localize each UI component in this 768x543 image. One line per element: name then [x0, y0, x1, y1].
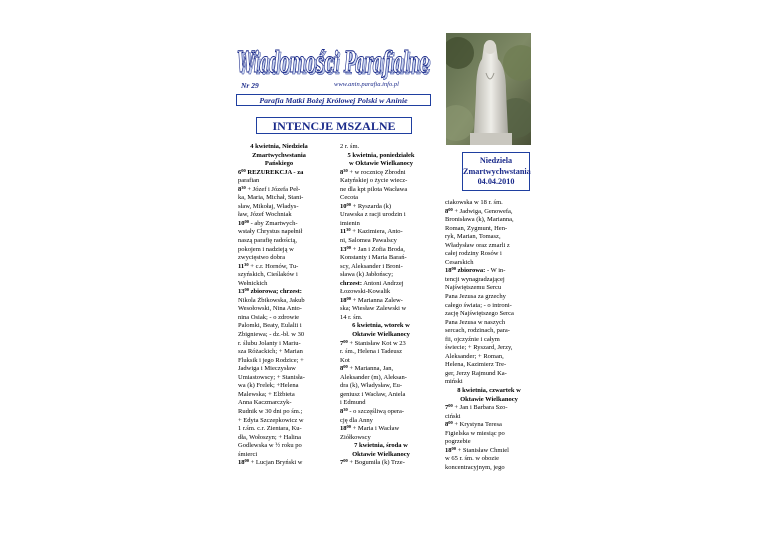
- intention-text: ryk, Marian, Tomasz,: [445, 233, 501, 241]
- intention-line: [445, 225, 533, 234]
- intention-text: + Lucjan Bryński w: [249, 459, 303, 467]
- issue-number: Nr 29: [241, 81, 259, 90]
- intentions-column-3: [445, 199, 533, 473]
- intention-line: [340, 340, 422, 349]
- day-heading: [340, 322, 422, 331]
- intention-text: Cecota: [340, 194, 359, 202]
- mass-time-minutes: 00: [451, 445, 456, 451]
- intention-text: 2 r. śm.: [340, 143, 360, 150]
- intention-text: ska; Wiesław Zalewski w: [340, 305, 407, 313]
- day-heading: [340, 451, 422, 460]
- intention-text: Malewska; + Elżbieta: [238, 390, 295, 398]
- mass-time: $7^{00}$: [445, 403, 453, 412]
- intention-line: [445, 302, 533, 311]
- masthead-shadow: Wiadomości Parafialne: [239, 47, 431, 81]
- day-heading: [238, 152, 320, 161]
- intention-text: ni, Salomea Pawalscy: [340, 237, 397, 245]
- mass-time-minutes: 00: [448, 403, 453, 409]
- intention-line: [340, 194, 422, 203]
- mass-time: $13^{00}$: [340, 244, 351, 253]
- intention-text: 1 r.śm. c.r. Zientara, Ku-: [238, 425, 302, 433]
- intention-line: [340, 348, 422, 357]
- day-heading: [445, 387, 533, 396]
- mass-time: $11^{30}$: [238, 261, 249, 270]
- intention-line: [445, 276, 533, 285]
- intention-text: + Kazimiera, Anto-: [350, 228, 403, 236]
- intention-text: chrzest:: [340, 279, 363, 287]
- intention-line: [340, 186, 422, 195]
- intention-text: geniusz i Wacław, Aniela: [340, 390, 406, 398]
- intention-line: [340, 374, 422, 383]
- day-heading: [340, 152, 422, 161]
- intention-line: [445, 267, 533, 276]
- intention-line: [445, 353, 533, 362]
- intention-text: Zbigniewa; - dz.-bł. w 30: [238, 331, 305, 339]
- intention-text: Nikola Żbikowska, Jakub: [238, 296, 305, 304]
- intention-text: Oktawie Wielkanocy: [460, 395, 518, 403]
- intention-line: [340, 169, 422, 178]
- intention-text: 5 kwietnia, poniedziałek: [347, 151, 415, 159]
- intention-text: Aleksander; + Roman,: [445, 352, 504, 360]
- intention-text: miński: [445, 378, 463, 386]
- intention-text: + Bogumiła (k) Trze-: [347, 459, 405, 467]
- intention-text: Roman, Zygmunt, Hen-: [445, 224, 508, 232]
- intention-text: Godlewska w ½ roku po: [238, 442, 302, 450]
- intention-text: Wełnickich: [238, 279, 268, 287]
- intention-line: [340, 434, 422, 443]
- intention-text: + Krystyna Teresa: [452, 421, 502, 429]
- intention-line: [340, 459, 422, 468]
- intention-line: [445, 413, 533, 422]
- intention-line: [340, 211, 422, 220]
- intention-line: [340, 365, 422, 374]
- intention-text: Figielska w miesiąc po: [445, 429, 505, 437]
- intention-line: [445, 199, 533, 208]
- intention-text: pogrzebie: [445, 438, 471, 446]
- intention-text: 6 kwietnia, wtorek w: [352, 322, 410, 330]
- intention-text: 4 kwietnia, Niedziela: [250, 143, 308, 150]
- intention-text: fii, ojczyźnie i całym: [445, 335, 500, 343]
- mass-time-minutes: 00: [244, 458, 249, 464]
- intention-line: [238, 382, 320, 391]
- mass-time-minutes: 00: [343, 458, 348, 464]
- intention-line: [445, 233, 533, 242]
- masthead-text: Wiadomości Parafialne: [237, 45, 429, 79]
- intention-line: [445, 421, 533, 430]
- mass-time-minutes: 30: [343, 167, 348, 173]
- intention-text: + Stanisław Kot w 23: [347, 339, 406, 347]
- intention-text: ka, Maria, Michał, Stani-: [238, 194, 304, 202]
- intention-text: śmierci: [238, 450, 258, 458]
- intention-line: [238, 340, 320, 349]
- intention-line: [445, 430, 533, 439]
- intention-text: Rudnik w 30 dni po śm.;: [238, 407, 303, 415]
- intention-text: świecie; + Ryszard, Jerzy,: [445, 344, 513, 352]
- intention-line: [238, 271, 320, 280]
- intention-text: + Stanisław Chmiel: [456, 446, 509, 454]
- intention-line: [445, 250, 533, 259]
- intention-text: dra (k), Władysław, Eu-: [340, 382, 403, 390]
- mass-time: $8^{00}$: [445, 420, 453, 429]
- intention-line: [340, 425, 422, 434]
- intention-line: [238, 254, 320, 263]
- intention-text: Pana Jezusa za grzechy: [445, 293, 506, 301]
- intention-line: [238, 297, 320, 306]
- intention-text: całego świata; - o introni-: [445, 301, 512, 309]
- intention-text: + Ryszarda (k): [351, 202, 392, 210]
- intention-text: Palomki, Beaty, Eulalii i: [238, 322, 302, 330]
- day-heading: [340, 160, 422, 169]
- intention-line: [445, 336, 533, 345]
- intention-line: [340, 246, 422, 255]
- mass-time: $18^{00}$: [340, 424, 351, 433]
- intention-line: [445, 216, 533, 225]
- intentions-column-1: [238, 143, 320, 468]
- intention-text: Zmartwychwstania: [252, 151, 306, 159]
- intention-text: Wesołowski, Nina Anto-: [238, 305, 302, 313]
- intention-text: zwycięstwo dobra: [238, 254, 286, 262]
- intention-line: [340, 143, 422, 152]
- mass-time: $10^{00}$: [238, 218, 249, 227]
- intention-text: parafian: [238, 177, 260, 185]
- intention-text: Fluksik i jego Rodzice; +: [238, 356, 304, 364]
- intention-text: koncentracyjnym, jego: [445, 463, 505, 471]
- mass-time-minutes: 30: [244, 261, 249, 267]
- mass-time: $13^{00}$: [238, 287, 249, 296]
- mass-time: $8^{00}$: [445, 206, 453, 215]
- intention-text: nina Osiak; - o zdrowie: [238, 313, 300, 321]
- mass-time: $18^{00}$: [238, 458, 249, 467]
- intention-text: - o szczęśliwą opera-: [347, 407, 405, 415]
- day-heading: [238, 160, 320, 169]
- mass-time-minutes: 00: [241, 167, 246, 173]
- intention-line: [445, 310, 533, 319]
- intention-line: [238, 425, 320, 434]
- intention-text: Pańskiego: [264, 160, 294, 168]
- mass-time: $18^{00}$: [340, 295, 351, 304]
- intention-line: [340, 237, 422, 246]
- intention-text: + Jan i Zofia Broda,: [351, 245, 405, 253]
- intention-line: [340, 417, 422, 426]
- day-heading: [445, 396, 533, 405]
- intention-text: cję dla Anny: [340, 416, 373, 424]
- intention-line: [238, 314, 320, 323]
- intention-line: [445, 447, 533, 456]
- intention-line: [445, 370, 533, 379]
- mass-time-minutes: 00: [244, 287, 249, 293]
- intention-text: scy, Aleksander i Broni-: [340, 262, 403, 270]
- intention-text: i Edmund: [340, 399, 366, 407]
- intention-text: - aby Zmartwych-: [249, 219, 298, 227]
- mass-time: $8^{30}$: [238, 184, 246, 193]
- intention-line: [340, 399, 422, 408]
- intention-text: sław, Mikołaj, Władys-: [238, 202, 299, 210]
- intention-line: [445, 464, 533, 473]
- sunday-name: Zmartwychwstania: [463, 166, 531, 176]
- sunday-date: 04.04.2010: [477, 177, 515, 186]
- intention-line: [238, 408, 320, 417]
- intention-line: [238, 305, 320, 314]
- intention-text: ne dla kpt pilota Wacława: [340, 185, 408, 193]
- intention-text: Helena, Kazimierz Tre-: [445, 361, 507, 369]
- intention-line: [238, 169, 320, 178]
- mass-time-minutes: 00: [451, 266, 456, 272]
- intention-line: [238, 186, 320, 195]
- parish-name-banner: Parafia Matki Bożej Królowej Polski w Aninie: [236, 94, 431, 106]
- intention-line: [238, 365, 320, 374]
- intention-line: [445, 284, 533, 293]
- mass-time-minutes: 00: [448, 206, 453, 212]
- mass-time-minutes: 00: [346, 424, 351, 430]
- intention-line: [238, 263, 320, 272]
- intention-line: [340, 408, 422, 417]
- intention-text: zbiorowa; chrzest:: [249, 288, 302, 296]
- intention-line: [445, 455, 533, 464]
- mass-time: $10^{00}$: [340, 201, 351, 210]
- section-title: INTENCJE MSZALNE: [256, 117, 412, 134]
- intention-text-rest: - W in-: [485, 267, 506, 275]
- intention-line: [445, 208, 533, 217]
- intention-text: 8 kwietnia, czwartek w: [457, 387, 521, 395]
- intention-line: [238, 331, 320, 340]
- mass-time: $8^{30}$: [340, 406, 348, 415]
- intention-line: [238, 288, 320, 297]
- intention-line: [238, 459, 320, 468]
- mass-time-minutes: 00: [448, 420, 453, 426]
- mass-time: $18^{00}$: [445, 445, 456, 454]
- intention-text: Bronisława (k), Marianna,: [445, 216, 514, 224]
- day-heading: [238, 143, 320, 152]
- intention-line: [238, 211, 320, 220]
- intention-line: [340, 263, 422, 272]
- intention-text: ger, Jerzy Rajmund Ka-: [445, 369, 507, 377]
- intention-line: [238, 203, 320, 212]
- mass-time-minutes: 00: [346, 201, 351, 207]
- intention-line: [340, 177, 422, 186]
- intention-line: [445, 344, 533, 353]
- intention-line: [445, 438, 533, 447]
- intention-line: [238, 434, 320, 443]
- intention-line: [445, 293, 533, 302]
- intention-text: r. ślubu Jolanty i Mariu-: [238, 339, 301, 347]
- intention-text: + Jadwiga, Genowefa,: [452, 207, 513, 215]
- mass-time-minutes: 00: [346, 244, 351, 250]
- intention-text: sza Różackich; + Marian: [238, 348, 303, 356]
- intention-line: [238, 348, 320, 357]
- intention-line: [238, 391, 320, 400]
- intention-line: [340, 203, 422, 212]
- intention-line: [238, 228, 320, 237]
- masthead-title: [237, 41, 434, 83]
- intention-text: sława (k) Jabłońscy;: [340, 271, 394, 279]
- intention-text: Ziółkowscy: [340, 433, 371, 441]
- intention-text: ciakowska w 18 r. śm.: [445, 199, 503, 206]
- intention-text: sercach, rodzinach, para-: [445, 327, 510, 335]
- intention-line: [238, 177, 320, 186]
- intention-line: [238, 237, 320, 246]
- sunday-date-box: [462, 152, 530, 191]
- intention-text: + c.r. Hornów, Tu-: [248, 262, 299, 270]
- intention-text: Jadwiga i Mieczysław: [238, 365, 296, 373]
- intention-line: [238, 194, 320, 203]
- intention-line: [340, 357, 422, 366]
- intention-text: 7 kwietnia, środa w: [354, 442, 408, 450]
- intention-text: Najświętszemu Sercu: [445, 284, 502, 292]
- mass-time: $18^{00}$: [445, 266, 456, 275]
- intention-line: [340, 288, 422, 297]
- intention-text: szyńskich, Cieślaków i: [238, 271, 298, 279]
- intention-line: [238, 442, 320, 451]
- intention-line: [238, 246, 320, 255]
- mass-time: $6^{00}$: [238, 167, 246, 176]
- intention-text: + Marianna Zalew-: [351, 296, 403, 304]
- intention-line: [238, 374, 320, 383]
- mass-time: $8^{00}$: [340, 364, 348, 373]
- mass-time-minutes: 30: [343, 406, 348, 412]
- intention-text: Łozowski-Kowalik: [340, 288, 391, 296]
- intention-line: [340, 382, 422, 391]
- intention-text: ciński: [445, 412, 461, 420]
- intention-line: [445, 361, 533, 370]
- intention-text: Oktawie Wielkanocy: [352, 450, 410, 458]
- intentions-column-2: [340, 143, 422, 468]
- intention-text: pokojem i nadzieją w: [238, 245, 294, 253]
- intention-text: dła, Wołoszyn; + Halina: [238, 433, 301, 441]
- intention-text: naszą parafię radością,: [238, 237, 298, 245]
- intention-text: ław, Józef Wochniak: [238, 211, 292, 219]
- intention-text: Anna Kaczmarczyk-: [238, 399, 292, 407]
- mass-time-minutes: 30: [346, 227, 351, 233]
- sunday-label: Niedziela: [479, 156, 513, 165]
- mass-time-minutes: 00: [346, 295, 351, 301]
- intention-text: + Jan i Barbara Szo-: [452, 404, 508, 412]
- intention-text: Urawska z racji urodzin i: [340, 211, 406, 219]
- intention-line: [340, 314, 422, 323]
- statue-photo: [446, 33, 531, 145]
- mass-time: $11^{30}$: [340, 227, 351, 236]
- intention-line: [340, 271, 422, 280]
- intention-text: tencji wynagradzającej: [445, 275, 505, 283]
- intention-text: r. śm., Helena i Tadeusz: [340, 348, 403, 356]
- intention-text: Władysław oraz zmarli z: [445, 241, 510, 249]
- mass-time: $7^{00}$: [340, 458, 348, 467]
- intention-text: + w rocznicę Zbrodni: [347, 168, 406, 176]
- intention-line: [238, 451, 320, 460]
- intention-line: [238, 322, 320, 331]
- intention-line: [340, 254, 422, 263]
- intention-text: + Marianna, Jan,: [347, 365, 394, 373]
- day-heading: [340, 442, 422, 451]
- intention-text: wa (k) Frelek; +Helena: [238, 382, 299, 390]
- intention-text: Umiastowscy; + Stanisła-: [238, 373, 305, 381]
- intention-line: [238, 280, 320, 289]
- intention-line: [445, 327, 533, 336]
- intention-line: [340, 297, 422, 306]
- parish-website-link[interactable]: www.anin.parafia.info.pl: [334, 81, 399, 88]
- intention-text: Cesarskich: [445, 258, 474, 266]
- intention-text: Konstanty i Maria Barań-: [340, 254, 407, 262]
- intention-text: REZUREKCJA - za: [245, 168, 304, 176]
- intention-text: w 65 r. śm. w obozie: [445, 455, 499, 463]
- intention-line: [445, 378, 533, 387]
- mass-time: $7^{00}$: [340, 338, 348, 347]
- day-heading: [340, 331, 422, 340]
- intention-line: [238, 417, 320, 426]
- intention-line: [445, 404, 533, 413]
- mass-time-minutes: 00: [343, 364, 348, 370]
- intention-text-rest: Antoni Andrzej: [362, 279, 404, 287]
- intention-text: Kot: [340, 356, 350, 364]
- intention-text: + Maria i Wacław: [351, 425, 400, 433]
- intention-text: + Józef i Józefa Peł-: [245, 185, 301, 193]
- intention-line: [238, 399, 320, 408]
- intention-text: Oktawie Wielkanocy: [352, 331, 410, 339]
- intention-text: zację Najświętszego Serca: [445, 310, 514, 318]
- intention-line: [238, 220, 320, 229]
- mass-time-minutes: 30: [241, 184, 246, 190]
- intention-text: wstały Chrystus napełnił: [238, 228, 303, 236]
- mass-time: $8^{30}$: [340, 167, 348, 176]
- intention-text: + Edyta Szczepkowicz w: [238, 416, 304, 424]
- mass-time-minutes: 00: [244, 218, 249, 224]
- intention-text: imienin: [340, 219, 360, 227]
- intention-line: [238, 357, 320, 366]
- intention-line: [340, 391, 422, 400]
- intention-line: [340, 280, 422, 289]
- mass-time-minutes: 00: [343, 338, 348, 344]
- intention-text: 14 r. śm.: [340, 313, 363, 321]
- intention-text: całej rodziny Rosów i: [445, 250, 502, 258]
- intention-text: Katyńskiej o życie wiecz-: [340, 177, 408, 185]
- intention-line: [340, 228, 422, 237]
- intention-text: Pana Jezusa w naszych: [445, 318, 506, 326]
- intention-line: [340, 305, 422, 314]
- intention-line: [445, 242, 533, 251]
- intention-text: w Oktawie Wielkanocy: [348, 160, 414, 168]
- intention-line: [445, 319, 533, 328]
- intention-text: Aleksander (m), Aleksan-: [340, 373, 407, 381]
- intention-text: zbiorowa:: [456, 267, 486, 275]
